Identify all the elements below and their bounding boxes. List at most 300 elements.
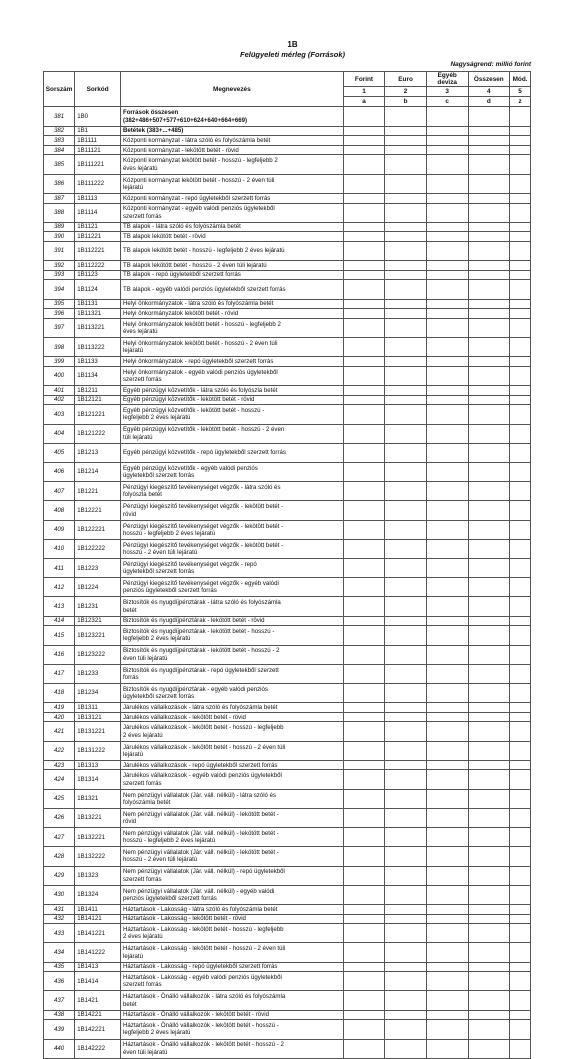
value-cell[interactable] <box>468 760 510 770</box>
value-cell[interactable] <box>385 847 427 866</box>
value-cell[interactable] <box>385 203 427 222</box>
value-cell[interactable] <box>510 366 531 385</box>
value-cell[interactable] <box>343 405 385 424</box>
value-cell[interactable] <box>343 1039 385 1058</box>
value-cell[interactable] <box>468 462 510 481</box>
value-cell[interactable] <box>510 741 531 760</box>
value-cell[interactable] <box>343 501 385 520</box>
value-cell[interactable] <box>510 222 531 232</box>
value-cell[interactable] <box>343 222 385 232</box>
value-cell[interactable] <box>468 318 510 337</box>
value-cell[interactable] <box>385 683 427 702</box>
value-cell[interactable] <box>426 741 468 760</box>
value-cell[interactable] <box>426 126 468 136</box>
value-cell[interactable] <box>510 539 531 558</box>
value-cell[interactable] <box>426 866 468 885</box>
value-cell[interactable] <box>426 722 468 741</box>
value-cell[interactable] <box>510 155 531 174</box>
value-cell[interactable] <box>468 155 510 174</box>
value-cell[interactable] <box>343 261 385 271</box>
value-cell[interactable] <box>468 597 510 616</box>
value-cell[interactable] <box>468 270 510 280</box>
value-cell[interactable] <box>343 972 385 991</box>
value-cell[interactable] <box>385 222 427 232</box>
value-cell[interactable] <box>510 318 531 337</box>
value-cell[interactable] <box>343 338 385 357</box>
value-cell[interactable] <box>343 174 385 193</box>
value-cell[interactable] <box>510 443 531 462</box>
value-cell[interactable] <box>343 770 385 789</box>
value-cell[interactable] <box>343 866 385 885</box>
value-cell[interactable] <box>468 808 510 827</box>
value-cell[interactable] <box>468 924 510 943</box>
value-cell[interactable] <box>510 703 531 713</box>
value-cell[interactable] <box>385 338 427 357</box>
value-cell[interactable] <box>385 501 427 520</box>
value-cell[interactable] <box>426 664 468 683</box>
value-cell[interactable] <box>510 482 531 501</box>
value-cell[interactable] <box>385 645 427 664</box>
value-cell[interactable] <box>426 318 468 337</box>
value-cell[interactable] <box>468 193 510 203</box>
value-cell[interactable] <box>510 645 531 664</box>
value-cell[interactable] <box>426 914 468 924</box>
value-cell[interactable] <box>426 539 468 558</box>
value-cell[interactable] <box>385 482 427 501</box>
value-cell[interactable] <box>385 424 427 443</box>
value-cell[interactable] <box>385 943 427 962</box>
value-cell[interactable] <box>385 299 427 309</box>
value-cell[interactable] <box>426 405 468 424</box>
value-cell[interactable] <box>468 1039 510 1058</box>
value-cell[interactable] <box>426 241 468 260</box>
value-cell[interactable] <box>510 808 531 827</box>
value-cell[interactable] <box>510 395 531 405</box>
value-cell[interactable] <box>343 578 385 597</box>
value-cell[interactable] <box>385 241 427 260</box>
value-cell[interactable] <box>510 943 531 962</box>
value-cell[interactable] <box>468 991 510 1010</box>
value-cell[interactable] <box>510 107 531 126</box>
value-cell[interactable] <box>468 664 510 683</box>
value-cell[interactable] <box>426 386 468 396</box>
value-cell[interactable] <box>468 443 510 462</box>
value-cell[interactable] <box>468 626 510 645</box>
value-cell[interactable] <box>385 828 427 847</box>
value-cell[interactable] <box>343 962 385 972</box>
value-cell[interactable] <box>468 972 510 991</box>
value-cell[interactable] <box>343 386 385 396</box>
value-cell[interactable] <box>510 847 531 866</box>
value-cell[interactable] <box>385 539 427 558</box>
value-cell[interactable] <box>426 203 468 222</box>
value-cell[interactable] <box>343 270 385 280</box>
value-cell[interactable] <box>343 462 385 481</box>
value-cell[interactable] <box>510 1010 531 1020</box>
value-cell[interactable] <box>385 405 427 424</box>
value-cell[interactable] <box>468 645 510 664</box>
value-cell[interactable] <box>510 501 531 520</box>
value-cell[interactable] <box>468 501 510 520</box>
value-cell[interactable] <box>385 232 427 242</box>
value-cell[interactable] <box>343 616 385 626</box>
value-cell[interactable] <box>468 559 510 578</box>
value-cell[interactable] <box>343 520 385 539</box>
value-cell[interactable] <box>385 885 427 904</box>
value-cell[interactable] <box>426 885 468 904</box>
value-cell[interactable] <box>426 520 468 539</box>
value-cell[interactable] <box>510 1039 531 1058</box>
value-cell[interactable] <box>510 866 531 885</box>
value-cell[interactable] <box>385 578 427 597</box>
value-cell[interactable] <box>385 760 427 770</box>
value-cell[interactable] <box>426 299 468 309</box>
value-cell[interactable] <box>426 145 468 155</box>
value-cell[interactable] <box>385 626 427 645</box>
value-cell[interactable] <box>426 760 468 770</box>
value-cell[interactable] <box>468 232 510 242</box>
value-cell[interactable] <box>510 828 531 847</box>
value-cell[interactable] <box>510 145 531 155</box>
value-cell[interactable] <box>343 924 385 943</box>
value-cell[interactable] <box>510 789 531 808</box>
value-cell[interactable] <box>426 174 468 193</box>
value-cell[interactable] <box>385 1010 427 1020</box>
value-cell[interactable] <box>343 126 385 136</box>
value-cell[interactable] <box>343 991 385 1010</box>
value-cell[interactable] <box>343 232 385 242</box>
value-cell[interactable] <box>510 241 531 260</box>
value-cell[interactable] <box>343 395 385 405</box>
value-cell[interactable] <box>426 904 468 914</box>
value-cell[interactable] <box>385 261 427 271</box>
value-cell[interactable] <box>426 559 468 578</box>
value-cell[interactable] <box>426 309 468 319</box>
value-cell[interactable] <box>510 261 531 271</box>
value-cell[interactable] <box>343 280 385 299</box>
value-cell[interactable] <box>426 597 468 616</box>
value-cell[interactable] <box>468 712 510 722</box>
value-cell[interactable] <box>468 703 510 713</box>
value-cell[interactable] <box>343 904 385 914</box>
value-cell[interactable] <box>343 664 385 683</box>
value-cell[interactable] <box>343 645 385 664</box>
value-cell[interactable] <box>468 338 510 357</box>
value-cell[interactable] <box>468 261 510 271</box>
value-cell[interactable] <box>510 174 531 193</box>
value-cell[interactable] <box>385 741 427 760</box>
value-cell[interactable] <box>343 241 385 260</box>
value-cell[interactable] <box>510 885 531 904</box>
value-cell[interactable] <box>510 232 531 242</box>
value-cell[interactable] <box>426 962 468 972</box>
value-cell[interactable] <box>343 107 385 126</box>
value-cell[interactable] <box>510 338 531 357</box>
value-cell[interactable] <box>343 357 385 367</box>
value-cell[interactable] <box>426 943 468 962</box>
value-cell[interactable] <box>343 722 385 741</box>
value-cell[interactable] <box>343 539 385 558</box>
value-cell[interactable] <box>510 126 531 136</box>
value-cell[interactable] <box>426 703 468 713</box>
value-cell[interactable] <box>343 914 385 924</box>
value-cell[interactable] <box>468 943 510 962</box>
value-cell[interactable] <box>426 136 468 146</box>
value-cell[interactable] <box>426 357 468 367</box>
value-cell[interactable] <box>343 808 385 827</box>
value-cell[interactable] <box>385 395 427 405</box>
value-cell[interactable] <box>343 299 385 309</box>
value-cell[interactable] <box>468 482 510 501</box>
value-cell[interactable] <box>343 597 385 616</box>
value-cell[interactable] <box>468 241 510 260</box>
value-cell[interactable] <box>343 885 385 904</box>
value-cell[interactable] <box>510 559 531 578</box>
value-cell[interactable] <box>468 1010 510 1020</box>
value-cell[interactable] <box>468 520 510 539</box>
value-cell[interactable] <box>468 904 510 914</box>
value-cell[interactable] <box>385 597 427 616</box>
value-cell[interactable] <box>426 972 468 991</box>
value-cell[interactable] <box>426 616 468 626</box>
value-cell[interactable] <box>385 443 427 462</box>
value-cell[interactable] <box>343 847 385 866</box>
value-cell[interactable] <box>385 145 427 155</box>
value-cell[interactable] <box>343 1020 385 1039</box>
value-cell[interactable] <box>385 280 427 299</box>
value-cell[interactable] <box>510 760 531 770</box>
value-cell[interactable] <box>426 991 468 1010</box>
value-cell[interactable] <box>510 424 531 443</box>
value-cell[interactable] <box>385 722 427 741</box>
value-cell[interactable] <box>510 578 531 597</box>
value-cell[interactable] <box>510 972 531 991</box>
value-cell[interactable] <box>468 1020 510 1039</box>
value-cell[interactable] <box>385 664 427 683</box>
value-cell[interactable] <box>510 1020 531 1039</box>
value-cell[interactable] <box>426 232 468 242</box>
value-cell[interactable] <box>343 155 385 174</box>
value-cell[interactable] <box>385 770 427 789</box>
value-cell[interactable] <box>426 1020 468 1039</box>
value-cell[interactable] <box>510 597 531 616</box>
value-cell[interactable] <box>468 366 510 385</box>
value-cell[interactable] <box>385 366 427 385</box>
value-cell[interactable] <box>343 424 385 443</box>
value-cell[interactable] <box>343 683 385 702</box>
value-cell[interactable] <box>510 203 531 222</box>
value-cell[interactable] <box>510 386 531 396</box>
value-cell[interactable] <box>343 136 385 146</box>
value-cell[interactable] <box>468 299 510 309</box>
value-cell[interactable] <box>510 193 531 203</box>
value-cell[interactable] <box>343 760 385 770</box>
value-cell[interactable] <box>426 222 468 232</box>
value-cell[interactable] <box>510 991 531 1010</box>
value-cell[interactable] <box>468 136 510 146</box>
value-cell[interactable] <box>510 770 531 789</box>
value-cell[interactable] <box>426 626 468 645</box>
value-cell[interactable] <box>385 914 427 924</box>
value-cell[interactable] <box>426 193 468 203</box>
value-cell[interactable] <box>385 174 427 193</box>
value-cell[interactable] <box>468 424 510 443</box>
value-cell[interactable] <box>468 539 510 558</box>
value-cell[interactable] <box>510 520 531 539</box>
value-cell[interactable] <box>343 482 385 501</box>
value-cell[interactable] <box>426 280 468 299</box>
value-cell[interactable] <box>426 645 468 664</box>
value-cell[interactable] <box>468 126 510 136</box>
value-cell[interactable] <box>468 395 510 405</box>
value-cell[interactable] <box>426 789 468 808</box>
value-cell[interactable] <box>468 683 510 702</box>
value-cell[interactable] <box>426 578 468 597</box>
value-cell[interactable] <box>385 309 427 319</box>
value-cell[interactable] <box>510 309 531 319</box>
value-cell[interactable] <box>426 847 468 866</box>
value-cell[interactable] <box>468 145 510 155</box>
value-cell[interactable] <box>343 712 385 722</box>
value-cell[interactable] <box>510 462 531 481</box>
value-cell[interactable] <box>426 1039 468 1058</box>
value-cell[interactable] <box>385 126 427 136</box>
value-cell[interactable] <box>426 712 468 722</box>
value-cell[interactable] <box>510 664 531 683</box>
value-cell[interactable] <box>385 386 427 396</box>
value-cell[interactable] <box>385 808 427 827</box>
value-cell[interactable] <box>510 712 531 722</box>
value-cell[interactable] <box>343 626 385 645</box>
value-cell[interactable] <box>385 155 427 174</box>
value-cell[interactable] <box>468 847 510 866</box>
value-cell[interactable] <box>426 443 468 462</box>
value-cell[interactable] <box>468 789 510 808</box>
value-cell[interactable] <box>468 722 510 741</box>
value-cell[interactable] <box>385 924 427 943</box>
value-cell[interactable] <box>385 616 427 626</box>
value-cell[interactable] <box>510 299 531 309</box>
value-cell[interactable] <box>385 520 427 539</box>
value-cell[interactable] <box>426 107 468 126</box>
value-cell[interactable] <box>468 616 510 626</box>
value-cell[interactable] <box>343 443 385 462</box>
value-cell[interactable] <box>343 203 385 222</box>
value-cell[interactable] <box>385 972 427 991</box>
value-cell[interactable] <box>343 943 385 962</box>
value-cell[interactable] <box>468 405 510 424</box>
value-cell[interactable] <box>385 1039 427 1058</box>
value-cell[interactable] <box>510 914 531 924</box>
value-cell[interactable] <box>510 405 531 424</box>
value-cell[interactable] <box>510 626 531 645</box>
value-cell[interactable] <box>426 395 468 405</box>
value-cell[interactable] <box>468 914 510 924</box>
value-cell[interactable] <box>468 203 510 222</box>
value-cell[interactable] <box>385 193 427 203</box>
value-cell[interactable] <box>468 107 510 126</box>
value-cell[interactable] <box>385 357 427 367</box>
value-cell[interactable] <box>510 136 531 146</box>
value-cell[interactable] <box>343 145 385 155</box>
value-cell[interactable] <box>343 193 385 203</box>
value-cell[interactable] <box>426 270 468 280</box>
value-cell[interactable] <box>343 789 385 808</box>
value-cell[interactable] <box>510 683 531 702</box>
value-cell[interactable] <box>468 357 510 367</box>
value-cell[interactable] <box>468 222 510 232</box>
value-cell[interactable] <box>343 309 385 319</box>
value-cell[interactable] <box>343 828 385 847</box>
value-cell[interactable] <box>468 962 510 972</box>
value-cell[interactable] <box>468 885 510 904</box>
value-cell[interactable] <box>468 578 510 597</box>
value-cell[interactable] <box>426 808 468 827</box>
value-cell[interactable] <box>468 309 510 319</box>
value-cell[interactable] <box>385 866 427 885</box>
value-cell[interactable] <box>510 357 531 367</box>
value-cell[interactable] <box>426 482 468 501</box>
value-cell[interactable] <box>426 501 468 520</box>
value-cell[interactable] <box>510 962 531 972</box>
value-cell[interactable] <box>385 559 427 578</box>
value-cell[interactable] <box>385 318 427 337</box>
value-cell[interactable] <box>385 712 427 722</box>
value-cell[interactable] <box>510 904 531 914</box>
value-cell[interactable] <box>343 318 385 337</box>
value-cell[interactable] <box>385 789 427 808</box>
value-cell[interactable] <box>468 770 510 789</box>
value-cell[interactable] <box>510 270 531 280</box>
value-cell[interactable] <box>385 991 427 1010</box>
value-cell[interactable] <box>468 828 510 847</box>
value-cell[interactable] <box>385 107 427 126</box>
value-cell[interactable] <box>426 828 468 847</box>
value-cell[interactable] <box>426 366 468 385</box>
value-cell[interactable] <box>385 962 427 972</box>
value-cell[interactable] <box>510 616 531 626</box>
value-cell[interactable] <box>385 136 427 146</box>
value-cell[interactable] <box>343 1010 385 1020</box>
value-cell[interactable] <box>426 155 468 174</box>
value-cell[interactable] <box>426 683 468 702</box>
value-cell[interactable] <box>343 703 385 713</box>
value-cell[interactable] <box>385 1020 427 1039</box>
value-cell[interactable] <box>343 366 385 385</box>
value-cell[interactable] <box>510 722 531 741</box>
value-cell[interactable] <box>468 741 510 760</box>
value-cell[interactable] <box>426 424 468 443</box>
value-cell[interactable] <box>510 924 531 943</box>
value-cell[interactable] <box>385 703 427 713</box>
value-cell[interactable] <box>385 904 427 914</box>
value-cell[interactable] <box>426 338 468 357</box>
value-cell[interactable] <box>426 924 468 943</box>
value-cell[interactable] <box>468 866 510 885</box>
value-cell[interactable] <box>426 770 468 789</box>
value-cell[interactable] <box>343 741 385 760</box>
value-cell[interactable] <box>385 270 427 280</box>
value-cell[interactable] <box>426 261 468 271</box>
value-cell[interactable] <box>510 280 531 299</box>
value-cell[interactable] <box>468 174 510 193</box>
value-cell[interactable] <box>468 386 510 396</box>
value-cell[interactable] <box>426 462 468 481</box>
value-cell[interactable] <box>385 462 427 481</box>
value-cell[interactable] <box>468 280 510 299</box>
value-cell[interactable] <box>426 1010 468 1020</box>
value-cell[interactable] <box>343 559 385 578</box>
